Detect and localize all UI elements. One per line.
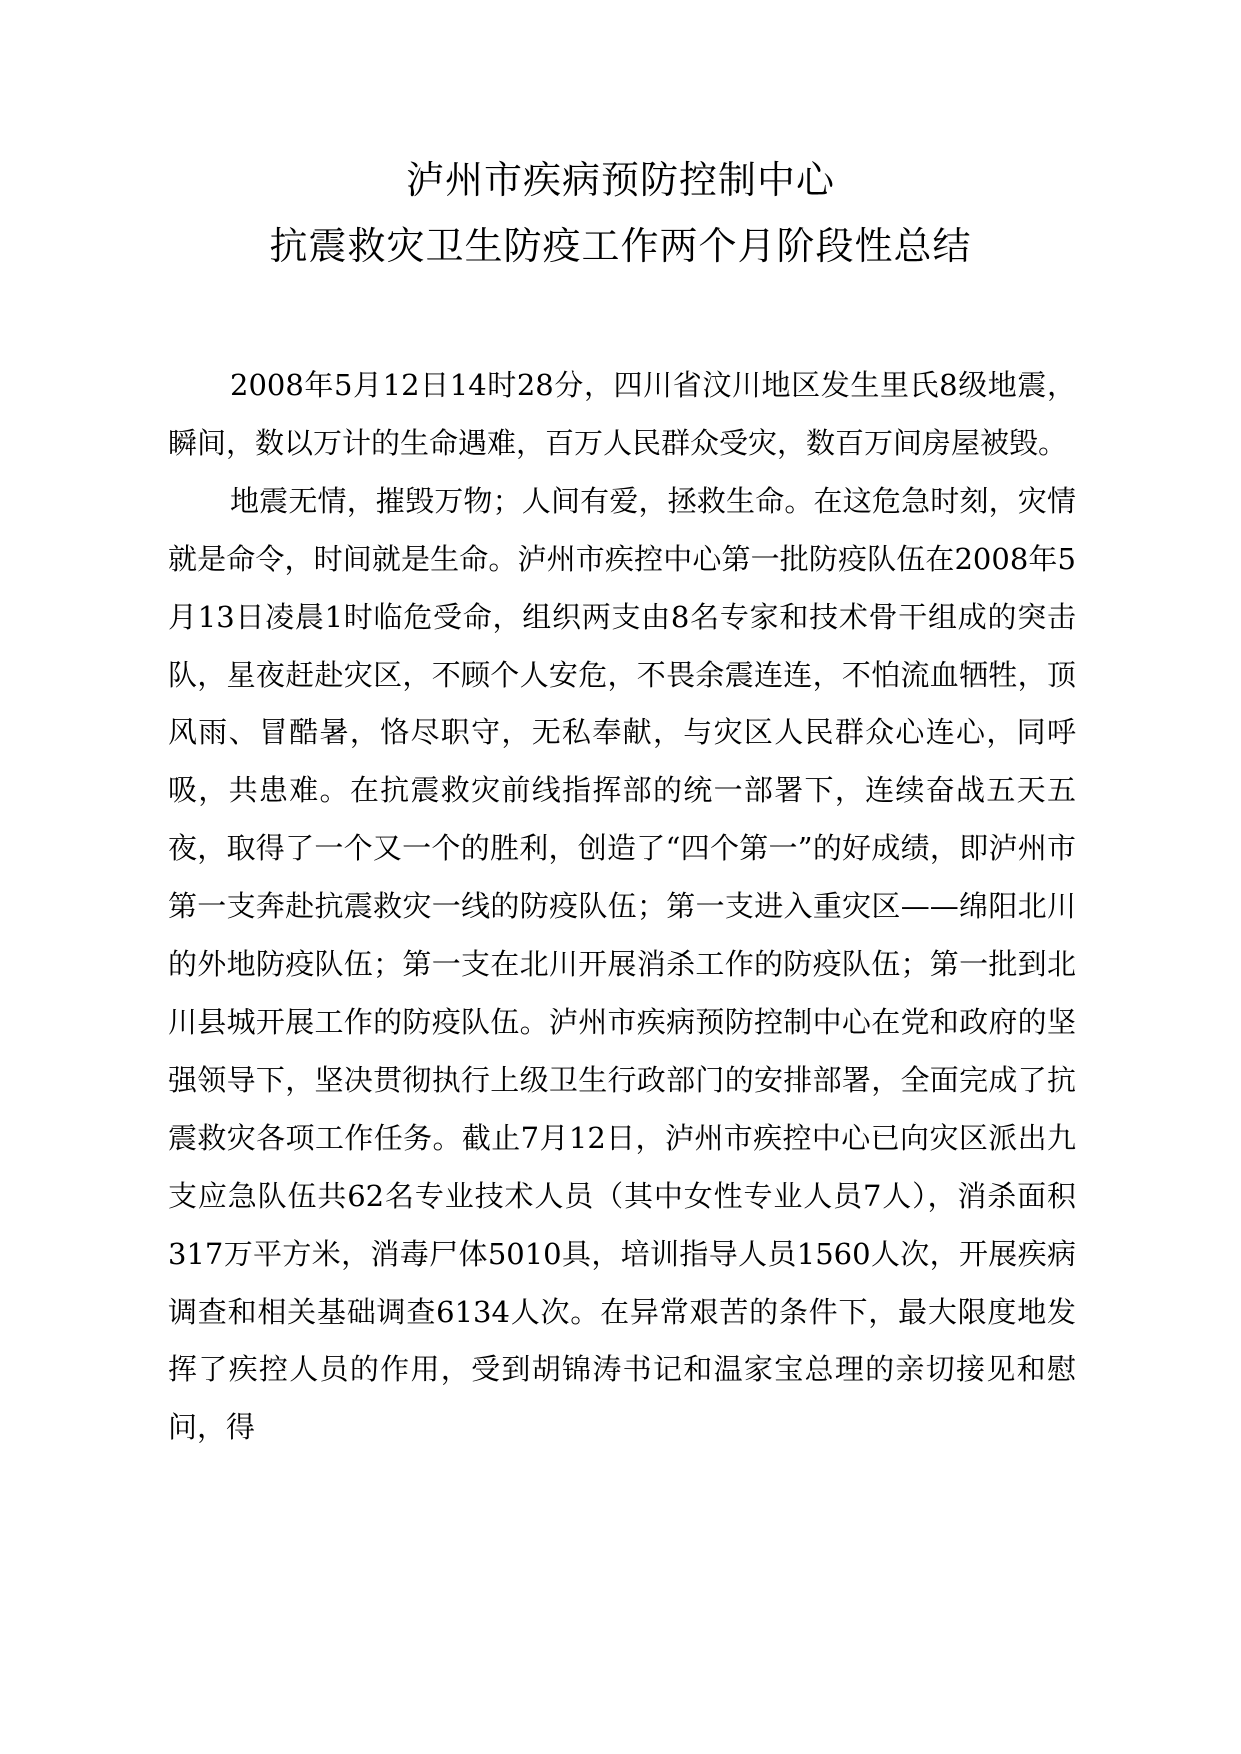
document-title-line2: 抗震救灾卫生防疫工作两个月阶段性总结	[269, 224, 972, 268]
paragraph-2: 地震无情，摧毁万物；人间有爱，拯救生命。在这危急时刻，灾情就是命令，时间就是生命。泸州市疾控中心第一批防疫队伍在2008年5月13日凌晨1时临危受命，组织两支由8名专家和技术骨干组成的突击队，星夜赶赴灾区，不顾个人安危，不畏余震连连，不怕流血牺牲，顶风雨、冒酷暑，恪尽职守，无私奉献，与灾区人民群众心连心，同呼吸，共患难。在抗震救灾前线指挥部的统一部署下，连续奋战五天五夜，取得了一个又一个的胜利，创造了“四个第一”的好成绩，即泸州市第一支奔赴抗震救灾一线的防疫队伍；第一支进入重灾区——绵阳北川的外地防疫队伍；第一支在北川开展消杀工作的防疫队伍；第一批到北川县城开展工作的防疫队伍。泸州市疾病预防控制中心在党和政府的坚强领导下，坚决贯彻执行上级卫生行政部门的安排部署，全面完成了抗震救灾各项工作任务。截止7月12日，泸州市疾控中心已向灾区派出九支应急队伍共62名专业技术人员（其中女性专业人员7人），消杀面积317万平方米，消毒尸体5010具，培训指导人员1560人次，开展疾病调查和相关基础调查6134人次。在异常艰苦的条件下，最大限度地发挥了疾控人员的作用，受到胡锦涛书记和温家宝总理的亲切接见和慰问，得	[168, 483, 1076, 1445]
document-body	[168, 357, 1076, 1457]
document-title-line1: 泸州市疾病预防控制中心	[405, 158, 835, 202]
paragraph-1: 2008年5月12日14时28分，四川省汶川地区发生里氏8级地震，瞬间，数以万计的生命遇难，百万人民群众受灾，数百万间房屋被毁。	[168, 368, 1076, 460]
